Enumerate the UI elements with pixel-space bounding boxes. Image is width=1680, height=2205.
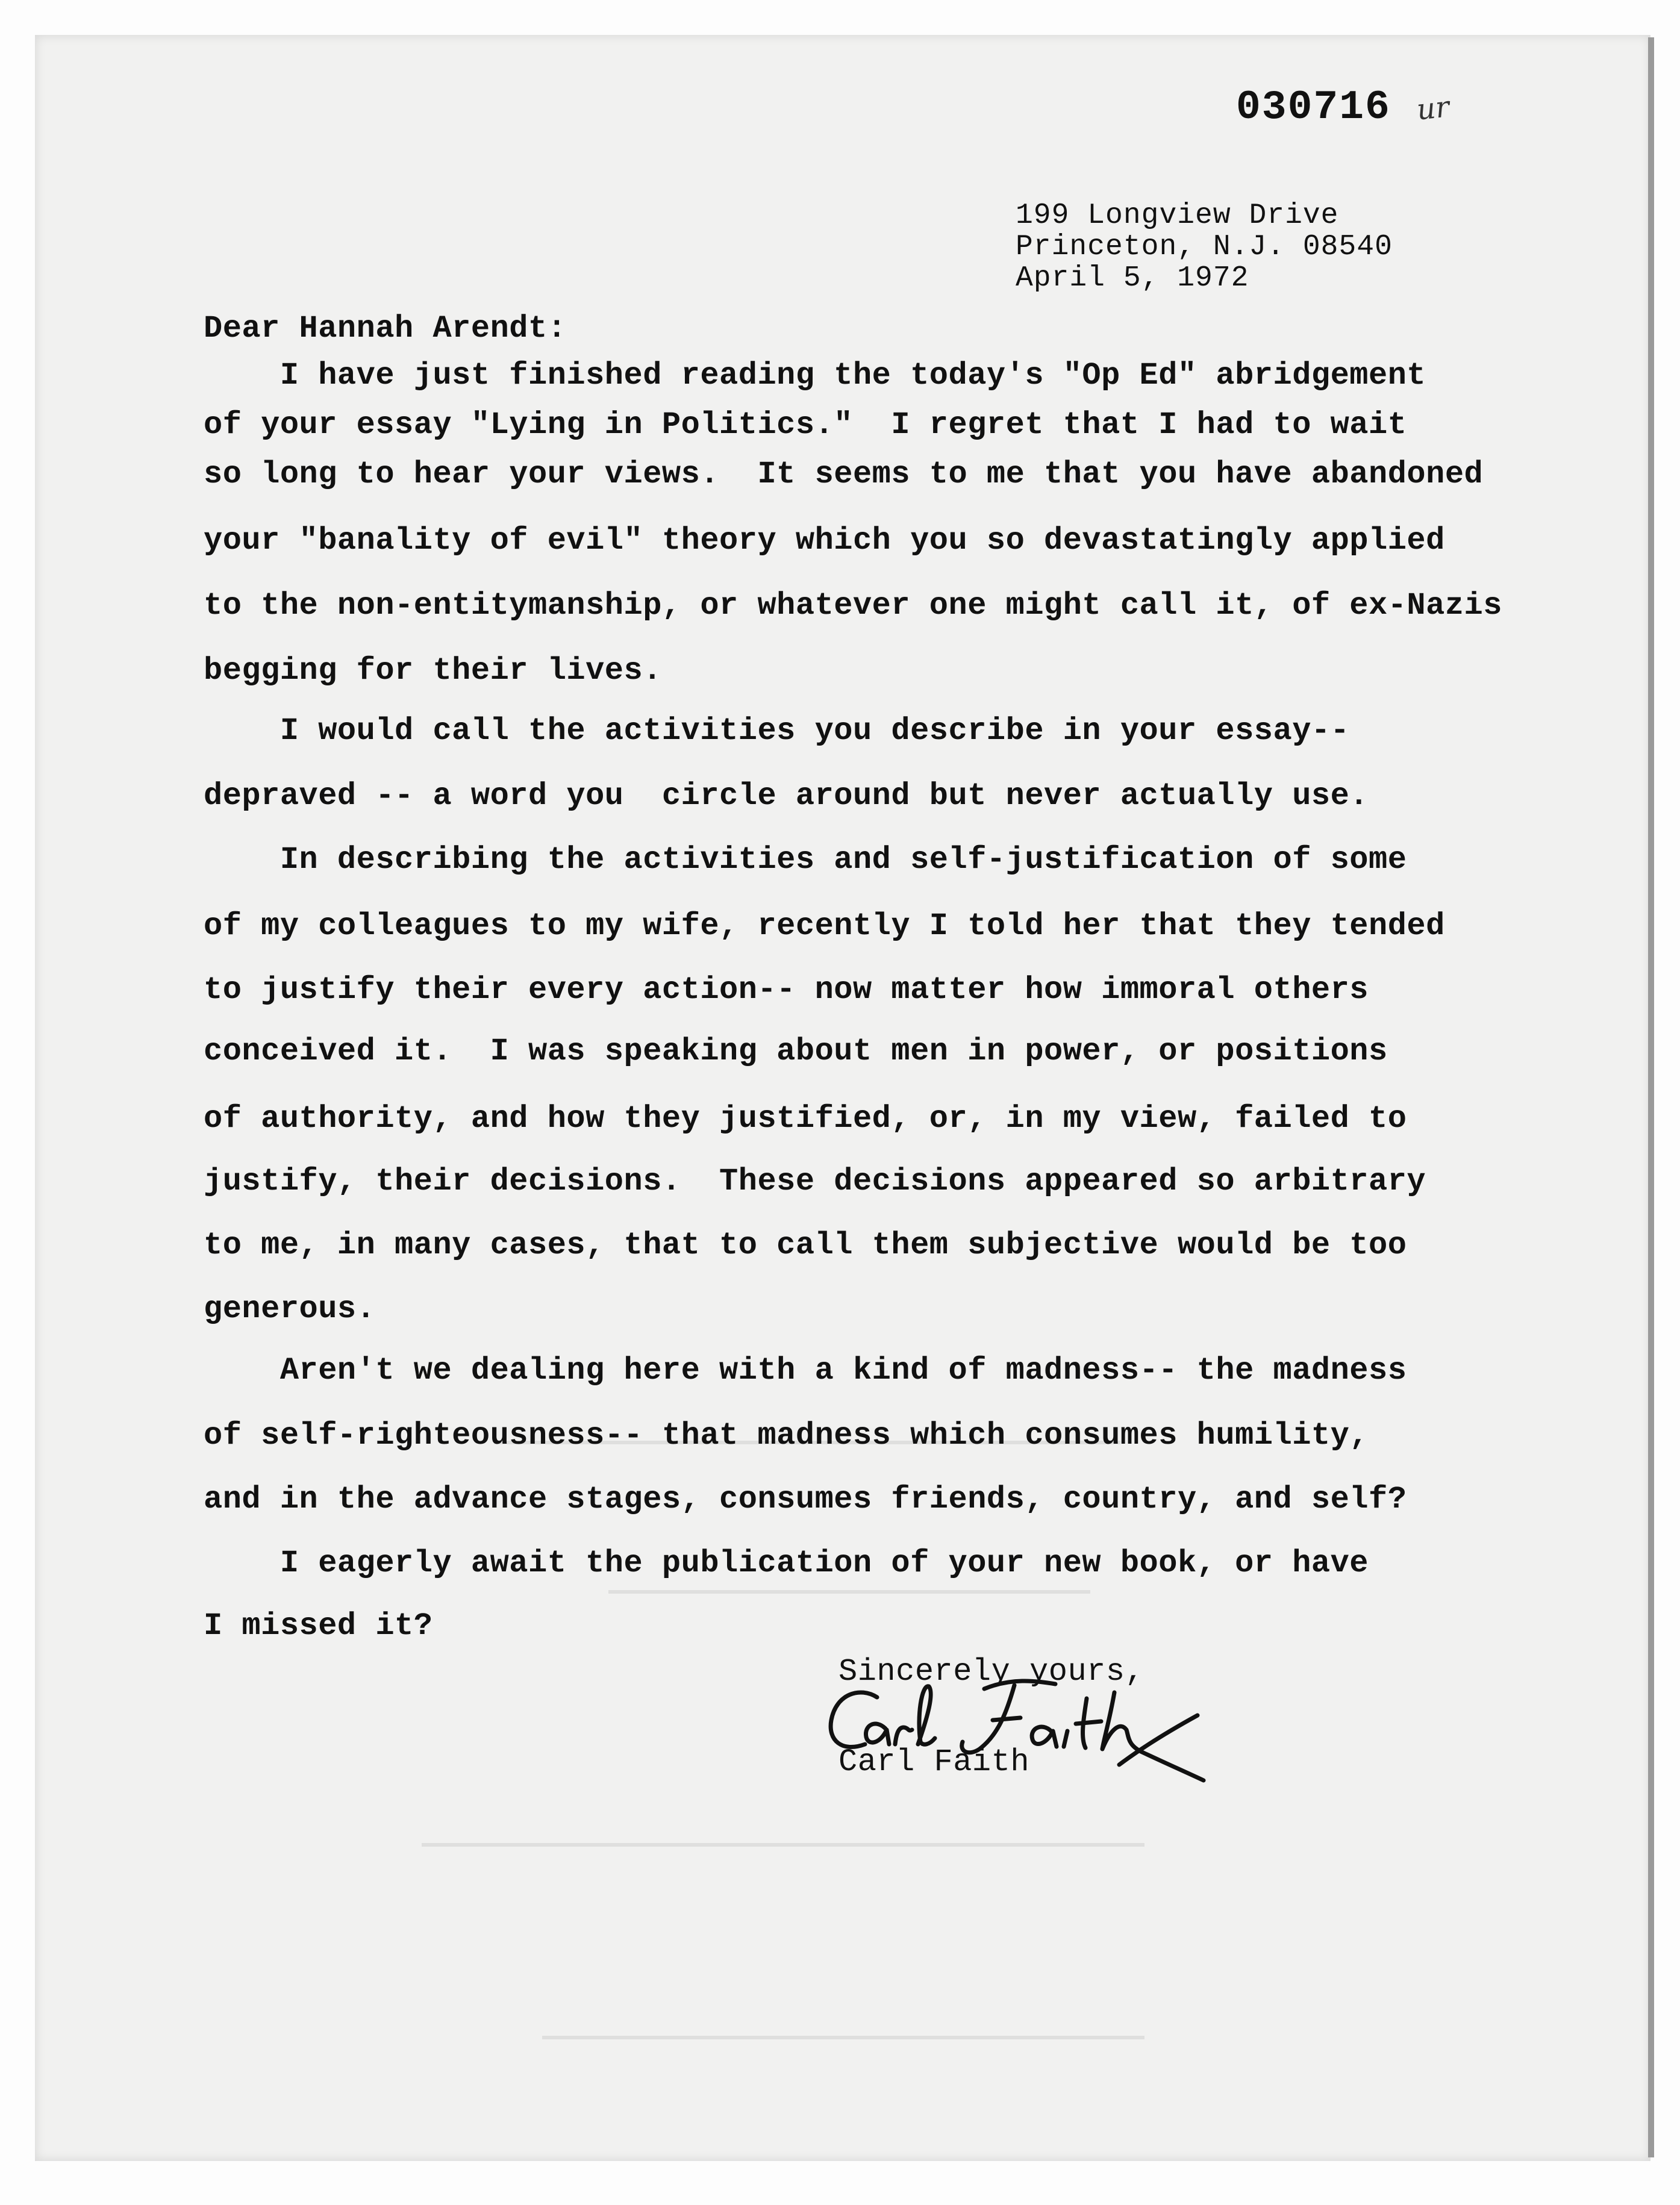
body-line: I would call the activities you describe in your essay-- bbox=[204, 713, 1350, 749]
body-line: conceived it. I was speaking about men in power, or positions bbox=[204, 1034, 1388, 1069]
body-line: In describing the activities and self-justification of some bbox=[204, 842, 1407, 878]
letter-date: April 5, 1972 bbox=[1016, 262, 1249, 295]
paper-edge-shadow bbox=[1648, 37, 1654, 2157]
closing: Sincerely yours, bbox=[838, 1654, 1144, 1689]
show-through-mark bbox=[542, 2036, 1144, 2039]
body-line: to me, in many cases, that to call them subjective would be too bbox=[204, 1227, 1407, 1263]
body-line: of authority, and how they justified, or, in my view, failed to bbox=[204, 1101, 1407, 1137]
body-line: so long to hear your views. It seems to me that you have abandoned bbox=[204, 457, 1484, 492]
body-line: depraved -- a word you circle around but never actually use. bbox=[204, 778, 1369, 814]
letter-paper bbox=[35, 35, 1650, 2161]
show-through-mark bbox=[608, 1590, 1090, 1594]
salutation: Dear Hannah Arendt: bbox=[204, 311, 567, 346]
body-line: of your essay "Lying in Politics." I regret that I had to wait bbox=[204, 407, 1407, 443]
address-city: Princeton, N.J. 08540 bbox=[1016, 231, 1393, 263]
body-line: I eagerly await the publication of your new book, or have bbox=[204, 1545, 1369, 1581]
body-line: and in the advance stages, consumes friends, country, and self? bbox=[204, 1482, 1407, 1517]
typed-signature-name: Carl Faith bbox=[838, 1744, 1030, 1780]
body-line: I have just finished reading the today's "Op Ed" abridgement bbox=[204, 358, 1426, 393]
body-line: to justify their every action-- now matter how immoral others bbox=[204, 972, 1369, 1008]
body-line: generous. bbox=[204, 1291, 376, 1327]
body-line: of my colleagues to my wife, recently I told her that they tended bbox=[204, 908, 1445, 944]
body-line: your "banality of evil" theory which you so devastatingly applied bbox=[204, 523, 1445, 558]
body-line: Aren't we dealing here with a kind of madness-- the madness bbox=[204, 1353, 1407, 1388]
address-street: 199 Longview Drive bbox=[1016, 199, 1339, 232]
body-line: to the non-entitymanship, or whatever one might call it, of ex-Nazis bbox=[204, 588, 1502, 623]
document-number-handwritten-note: ur bbox=[1415, 90, 1451, 127]
body-line: begging for their lives. bbox=[204, 653, 662, 688]
document-number: 030716 bbox=[1236, 84, 1391, 131]
body-line: of self-righteousness-- that madness which consumes humility, bbox=[204, 1418, 1369, 1453]
body-line: I missed it? bbox=[204, 1608, 433, 1644]
show-through-mark bbox=[422, 1843, 1144, 1847]
body-line: justify, their decisions. These decisions appeared so arbitrary bbox=[204, 1164, 1426, 1199]
